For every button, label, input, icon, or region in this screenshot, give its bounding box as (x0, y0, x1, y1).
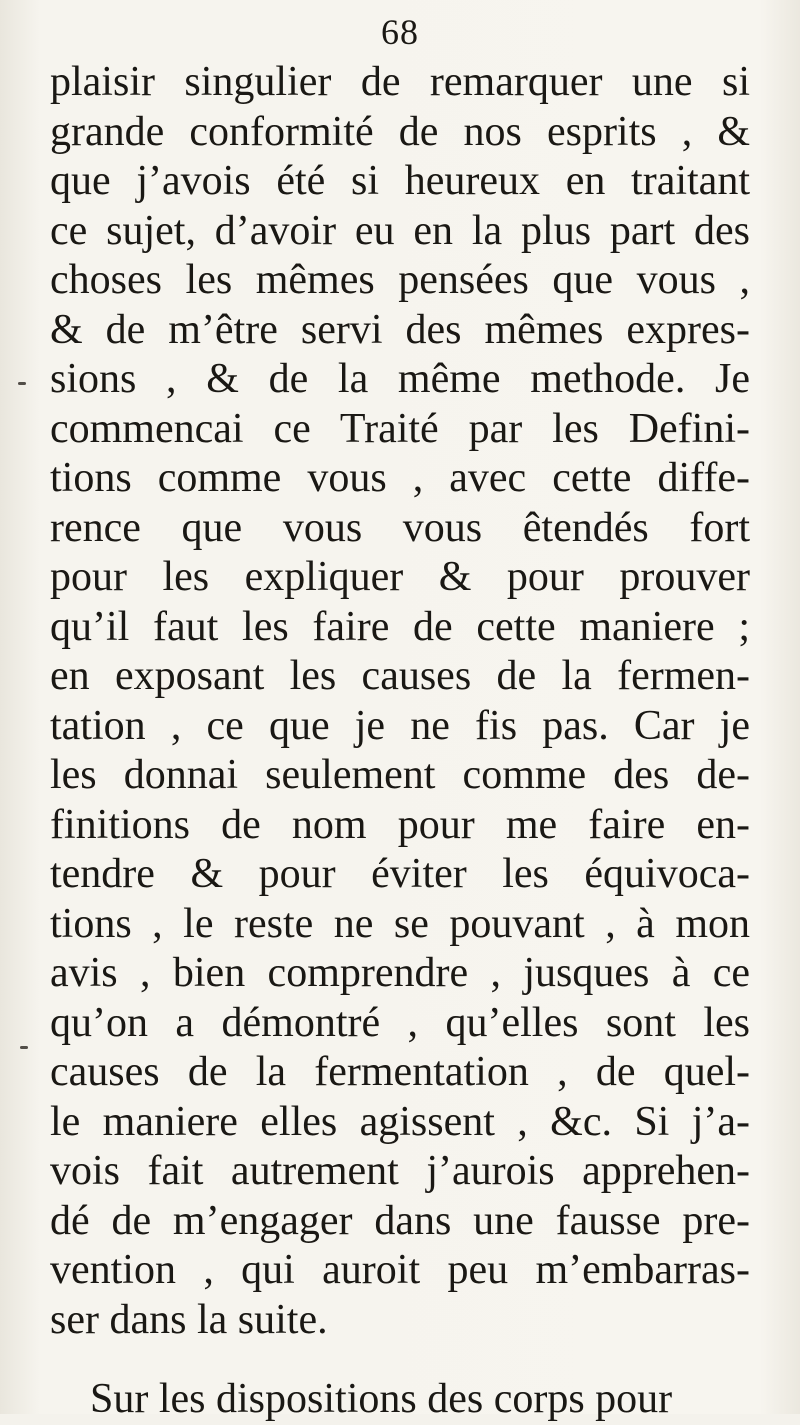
text-line: avis , bien comprendre , jusques à ce (50, 950, 750, 996)
paragraph (50, 58, 750, 1345)
text-line: tendre & pour éviter les équivoca- (50, 851, 750, 897)
text-line: dé de m’engager dans une fausse pre- (50, 1197, 750, 1244)
text-line: vois fait autrement j’aurois apprehen- (50, 1148, 750, 1194)
text-line: commencai ce Traité par les Defini- (50, 405, 750, 452)
text-line: tions comme vous , avec cette diffe- (50, 455, 750, 501)
text-line: tation , ce que je ne fis pas. Car je (50, 702, 750, 749)
margin-ink-mark (18, 382, 26, 385)
body-text (50, 58, 750, 1425)
text-line: qu’on a démontré , qu’elles sont les (50, 999, 750, 1046)
text-line: rence que vous vous êtendés fort (50, 504, 750, 551)
text-line: le maniere elles agissent , &c. Si j’a- (50, 1098, 750, 1145)
text-line: grande conformité de nos esprits , & (50, 108, 750, 155)
page-number: 68 (381, 12, 419, 52)
text-line: causes de la fermentation , de quel- (50, 1049, 750, 1095)
paragraph-gap (50, 1345, 750, 1375)
text-line: que j’avois été si heureux en traitant (50, 158, 750, 204)
text-line: finitions de nom pour me faire en- (50, 801, 750, 848)
text-line: Sur les dispositions des corps pour (90, 1376, 673, 1422)
text-line: pour les expliquer & pour prouver (50, 554, 750, 600)
text-line: ce sujet, d’avoir eu en la plus part des (50, 207, 750, 254)
text-line: ser dans la suite. (50, 1296, 328, 1343)
text-line: & de m’être servi des mêmes expres- (50, 306, 750, 353)
text-line: les donnai seulement comme des de- (50, 752, 750, 798)
text-line: vention , qui auroit peu m’embarras- (50, 1247, 750, 1293)
text-line: tions , le reste ne se pouvant , à mon (50, 900, 750, 947)
margin-ink-mark (20, 1046, 28, 1049)
paragraph (50, 1375, 750, 1425)
text-line: en exposant les causes de la fermen- (50, 653, 750, 699)
text-line: sions , & de la même methode. Je (50, 356, 750, 402)
text-line: plaisir singulier de remarquer une si (50, 59, 750, 105)
text-line: qu’il faut les faire de cette maniere ; (50, 603, 750, 650)
text-line: choses les mêmes pensées que vous , (50, 257, 750, 303)
